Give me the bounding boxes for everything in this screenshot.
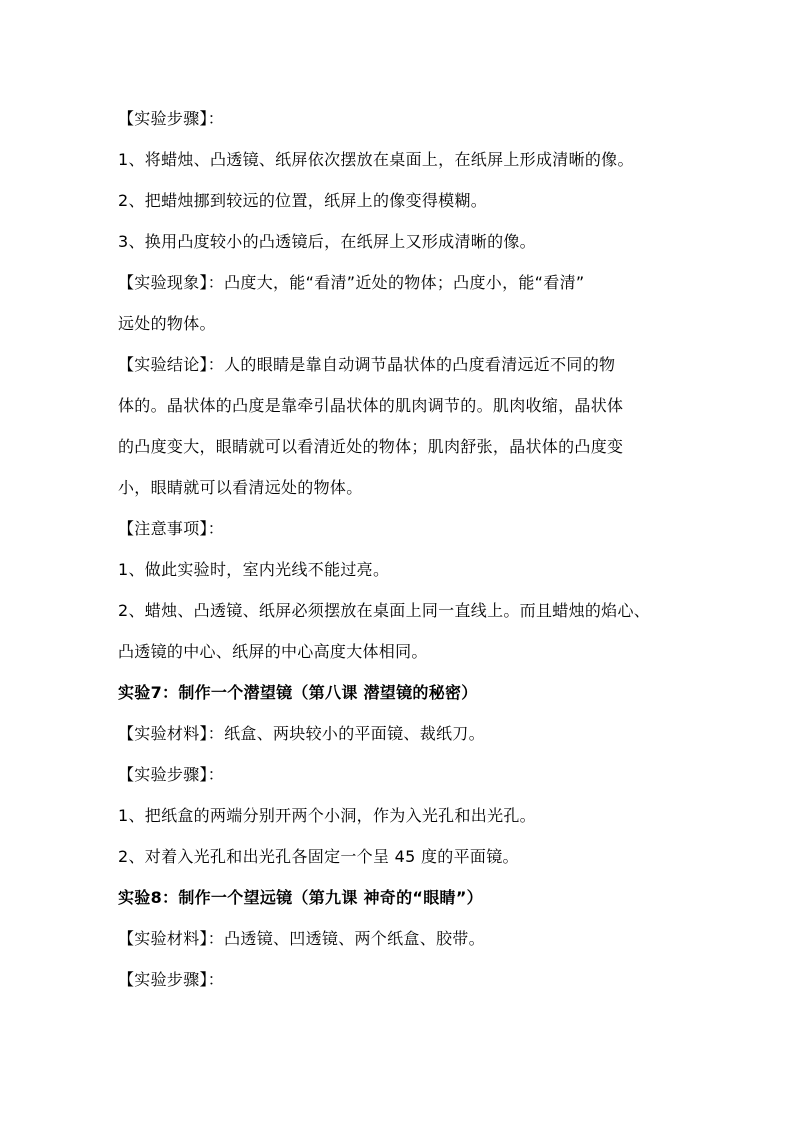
materials-line: 【实验材料】：纸盒、两块较小的平面镜、裁纸刀。	[118, 724, 485, 743]
step-line: 1、把纸盒的两端分别开两个小洞，作为入光孔和出光孔。	[118, 806, 536, 825]
note-line: 2、蜡烛、凸透镜、纸屏必须摆放在桌面上同一直线上。而且蜡烛的焰心、	[118, 601, 651, 620]
conclusion-line: 体的。晶状体的凸度是靠牵引晶状体的肌肉调节的。肌肉收缩，晶状体	[118, 396, 624, 415]
phenomenon-line: 远处的物体。	[118, 314, 216, 333]
steps-heading: 【实验步骤】：	[118, 970, 225, 989]
note-line: 1、做此实验时，室内光线不能过亮。	[118, 560, 390, 579]
step-line: 2、对着入光孔和出光孔各固定一个呈 45 度的平面镜。	[118, 847, 519, 866]
note-line: 凸透镜的中心、纸屏的中心高度大体相同。	[118, 642, 428, 661]
conclusion-line: 的凸度变大，眼睛就可以看清近处的物体；肌肉舒张，晶状体的凸度变	[118, 437, 624, 456]
step-line: 3、换用凸度较小的凸透镜后，在纸屏上又形成清晰的像。	[118, 232, 536, 251]
experiment-7-title: 实验7：制作一个潜望镜（第八课 潜望镜的秘密）	[118, 683, 478, 702]
phenomenon-line: 【实验现象】：凸度大，能“看清”近处的物体；凸度小，能“看清”	[118, 273, 585, 292]
step-line: 2、把蜡烛挪到较远的位置，纸屏上的像变得模糊。	[118, 191, 488, 210]
experiment-8-title: 实验8：制作一个望远镜（第九课 神奇的“眼睛”）	[118, 888, 483, 907]
conclusion-line: 小，眼睛就可以看清远处的物体。	[118, 478, 363, 497]
document-body	[118, 98, 680, 1000]
materials-line: 【实验材料】：凸透镜、凹透镜、两个纸盒、胶带。	[118, 929, 485, 948]
conclusion-line: 【实验结论】：人的眼睛是靠自动调节晶状体的凸度看清远近不同的物	[118, 355, 616, 374]
step-line: 1、将蜡烛、凸透镜、纸屏依次摆放在桌面上，在纸屏上形成清晰的像。	[118, 150, 634, 169]
steps-heading: 【实验步骤】：	[118, 765, 225, 784]
steps-heading: 【实验步骤】：	[118, 109, 225, 128]
notes-heading: 【注意事项】：	[118, 519, 225, 538]
